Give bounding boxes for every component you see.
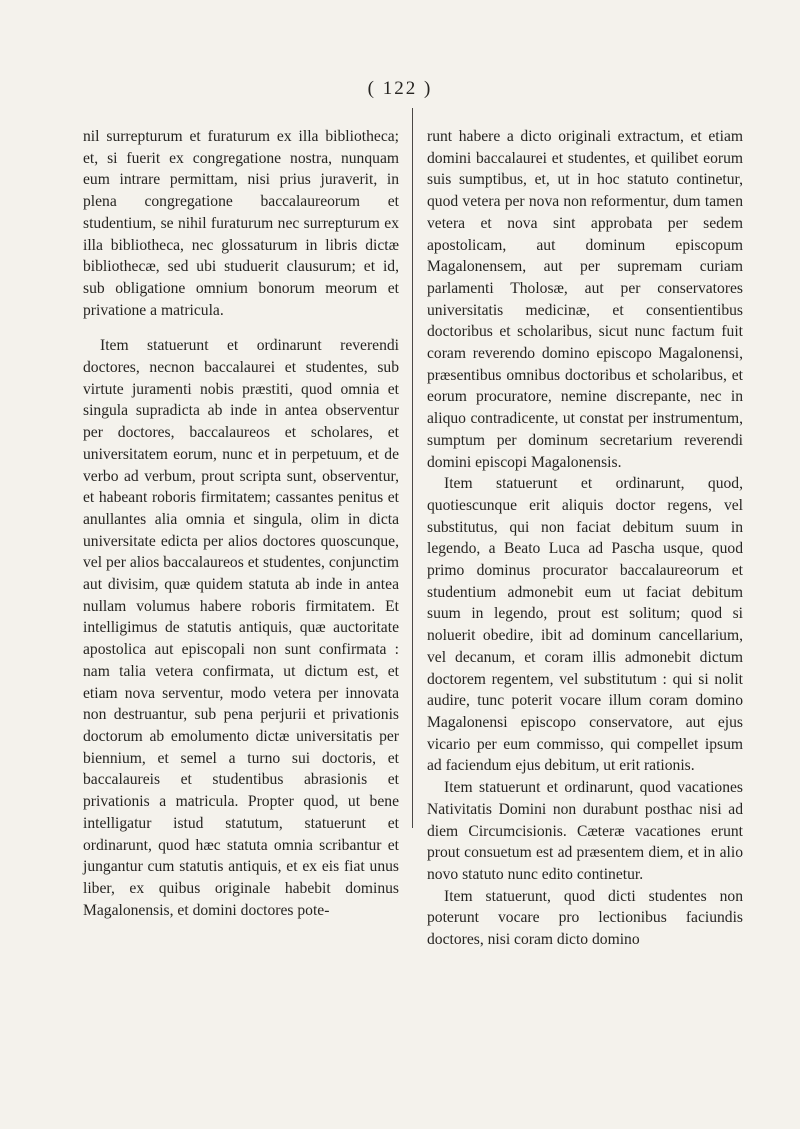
paragraph: Item statuerunt, quod dicti studentes non poterunt vocare pro lectionibus faciundis doctores, nisi coram dicto domino [427,887,743,949]
paragraph: Item statuerunt et ordinarunt, quod, quotiescunque erit aliquis doctor regens, vel substitutus, qui non faciat debitum suum in legendo, a Beato Luca ad Pascha usque, quod primo dominus procurator baccalaureorum et studentium admonebit eum ut faciat debitum suum in legendo, prout est solitum; quod si noluerit obedire, ibit ad dominum cancellarium, vel decanum, et coram illis admonebit dictum doctorem regentem, vel substitutum : qui si nolit audire, tunc poterit vocare illum coram domino Magalonensi episcopo conservatore, aut ejus vicario per eum commisso, qui compellet ipsum ad faciendum ejus debitum, ut erit rationis. [427,475,743,775]
right-column [427,126,743,951]
left-column [83,126,399,921]
column-divider [412,108,413,828]
page-number: ( 122 ) [367,78,433,99]
paragraph: nil surrepturum et furaturum ex illa bibliotheca; et, si fuerit ex congregatione nostra, nunquam eum intrare permittam, nisi prius juraverit, in plena congregatione baccalaureorum et studentium, se nihil furaturum nec surrepturum ex illa bibliotheca, nec glossaturum in libris dictæ bibliothecæ, sed ubi studuerit clausurum; et id, sub obligatione omnium bonorum meorum et privatione a matricula. [83,128,399,319]
paragraph: Item statuerunt et ordinarunt, quod vacationes Nativitatis Domini non durabunt posthac nisi ad diem Circumcisionis. Cæteræ vacationes erunt prout consuetum est ad præsentem diem, et in alio novo statuto nunc edito continetur. [427,779,743,883]
paragraph: runt habere a dicto originali extractum, et etiam domini baccalaurei et studentes, et quilibet eorum suis sumptibus, et, ut in hoc statuto continetur, quod vetera per nova non reformentur, dum tamen vetera et nova sint approbata per sedem apostolicam, aut dominum episcopum Magalonensem, aut per supremam curiam parlamenti Tholosæ, aut per conservatores universitatis medicinæ, et consentientibus doctoribus et scholaribus, sicut nunc factum fuit coram reverendo domino episcopo Magalonensi, præsentibus omnibus doctoribus et scholaribus, et eorum procuratore, nemine discrepante, nec in aliquo contradicente, ut constat per instrumentum, sumptum per dominum secretarium reverendi domini episcopi Magalonensis. [427,128,743,471]
paragraph: Item statuerunt et ordinarunt reverendi doctores, necnon baccalaurei et studentes, sub virtute juramenti nobis præstiti, quod omnia et singula supradicta ab inde in antea observentur per doctores, baccalaureos et scholares, et universitatem eorum, nunc et in perpetuum, et de verbo ad verbum, prout scripta sunt, observentur, et habeant roboris firmitatem; cassantes penitus et anullantes alia omnia et singula, olim in dicta universitate edicta per alios doctores quoscunque, vel per alios baccalaureos et studentes, conjunctim aut divisim, quæ quidem statuta ab inde in antea nullam volumus habere roboris firmitatem. Et intelligimus de statutis antiquis, quæ auctoritate apostolica aut episcopali non sunt confirmata : nam talia vetera confirmata, ut dictum est, et etiam nova serventur, modo vetera per innovata non destruantur, sub pena perjurii et privationis doctorum ab emolumento dictæ universitatis per biennium, et semel a turno sui doctoris, et baccalaureis et studentibus abrasionis et privationis a matricula. Propter quod, ut bene intelligatur istud statutum, statuerunt et ordinarunt, quod hæc statuta omnia scribantur et jungantur cum statutis antiquis, et ex eis fiat unus liber, ex quibus originale habebit dominus Magalonensis, et domini doctores pote- [83,337,399,919]
